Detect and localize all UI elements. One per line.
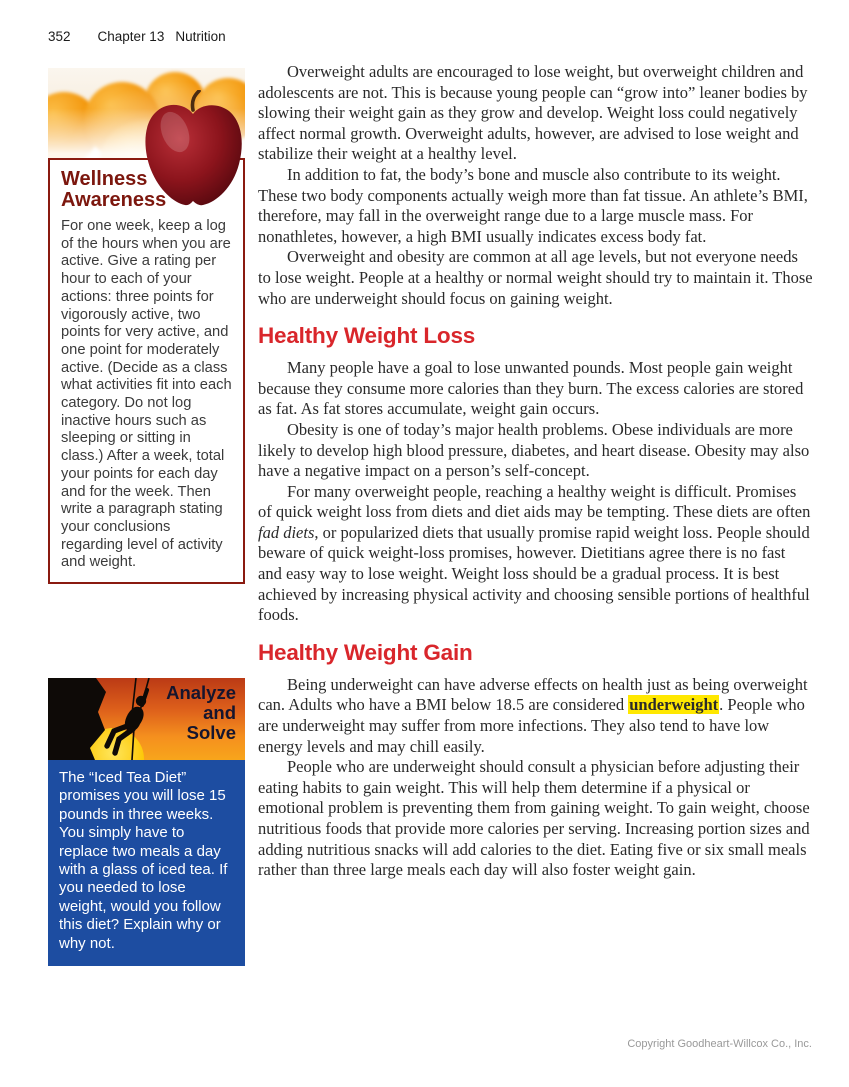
- analyze-and-solve-title: [166, 683, 236, 743]
- wellness-awareness-box: [48, 158, 245, 584]
- analyze-title-line: and: [203, 702, 236, 723]
- body-paragraph: Obesity is one of today’s major health problems. Obese individuals are more likely to develop high blood pressure, diabetes, and heart disease. Obesity may also have a negative impact on a person’s self-concept.: [258, 419, 810, 481]
- analyze-and-solve-feature: [48, 678, 245, 966]
- highlighted-term-underweight: underweight: [629, 695, 719, 715]
- body-paragraph: Many people have a goal to lose unwanted pounds. Most people gain weight because they consume more calories than they burn. The excess calories are stored as fat. As fat stores accumulate, weight gain occurs.: [258, 358, 804, 419]
- paragraph-text: , or popularized diets that usually promise rapid weight loss. People should beware of quick weight-loss promises, however. Dietitians agree there is no fast and easy way to lose weight. Weight loss should be a gradual process. It is best achieved by increasing physical activity and choosing sensible portions of healthful foods.: [258, 522, 810, 625]
- climber-sunset-photo: [48, 678, 245, 760]
- paragraph-text: . People who are underweight may suffer from more infections. They also tend to have low energy levels and may chill easily.: [258, 695, 805, 756]
- main-text-column: [258, 62, 813, 881]
- body-paragraph-with-italic: [258, 482, 813, 626]
- copyright-notice: Copyright Goodheart-Willcox Co., Inc.: [627, 1038, 812, 1050]
- body-paragraph: People who are underweight should consult a physician before adjusting their eating habits to gain weight. This will help them determine if a physical or emotional problem is preventing them from gaining weight. To gain weight, choose nutritious foods that provide more calories per serving. Increasing portion sizes and adding nutritious snacks will add calories to the diet. Eating five or six small meals rather than three large meals each day will also foster weight gain.: [258, 757, 810, 880]
- page-number: 352: [48, 29, 71, 44]
- analyze-and-solve-text: The “Iced Tea Diet” promises you will lose 15 pounds in three weeks. You simply have to replace two meals a day with a glass of iced tea. If you needed to lose weight, would you follow this diet? Explain why or why not.: [48, 760, 245, 966]
- body-paragraph: In addition to fat, the body’s bone and muscle also contribute to its weight. These two body components actually weigh more than fat tissue. An athlete’s BMI, therefore, may fall in the overweight range due to a large muscle mass. For nonathletes, however, a high BMI usually indicates excess body fat.: [258, 164, 808, 246]
- chapter-label: Chapter 13: [97, 29, 165, 44]
- analyze-title-line: Analyze: [166, 682, 236, 703]
- wellness-awareness-feature: [48, 68, 245, 584]
- analyze-title-line: Solve: [186, 722, 236, 743]
- italic-term-fad-diets: fad diets: [258, 522, 315, 542]
- body-paragraph: Overweight adults are encouraged to lose weight, but overweight children and adolescents are not. This is because young people can “grow into” leaner bodies by slowing their weight gain as they grow and develop. Weight loss could negatively affect normal growth. Overweight adults, however, are advised to lose weight and stabilize their weight at a healthy level.: [258, 62, 808, 164]
- wellness-awareness-title: Wellness Awareness: [61, 168, 167, 211]
- section-heading-healthy-weight-gain: Healthy Weight Gain: [258, 639, 473, 665]
- wellness-awareness-text: For one week, keep a log of the hours when you are active. Give a rating per hour to each of your actions: three points for vigorously active, two points for very active, and one point for moderately active. (Decide as a class what activities fit into each category. Do not log inactive hours such as sleeping or sitting in class.) After a week, total your points for each day and for the week. Then write a paragraph stating your conclusions regarding level of activity and weight.: [61, 218, 232, 571]
- section-heading-healthy-weight-loss: Healthy Weight Loss: [258, 323, 476, 349]
- body-paragraph: Overweight and obesity are common at all age levels, but not everyone needs to lose weight. People at a healthy or normal weight should try to maintain it. Those who are underweight should focus on gaining weight.: [258, 247, 813, 308]
- red-apple-image: [139, 90, 247, 210]
- paragraph-text: Being underweight can have adverse effects on health just as being overweight can. Adults who have a BMI below 18.5 are considered: [258, 674, 808, 715]
- apple-icon: [139, 90, 247, 210]
- body-paragraph-with-highlight: [258, 675, 813, 757]
- paragraph-text: For many overweight people, reaching a healthy weight is difficult. Promises of quick weight loss from diets and diet aids may be tempting. These diets are often: [258, 481, 811, 522]
- chapter-title: Nutrition: [175, 29, 226, 44]
- apple-stem: [192, 91, 199, 110]
- running-head: [48, 29, 226, 44]
- apple-body: [145, 105, 241, 205]
